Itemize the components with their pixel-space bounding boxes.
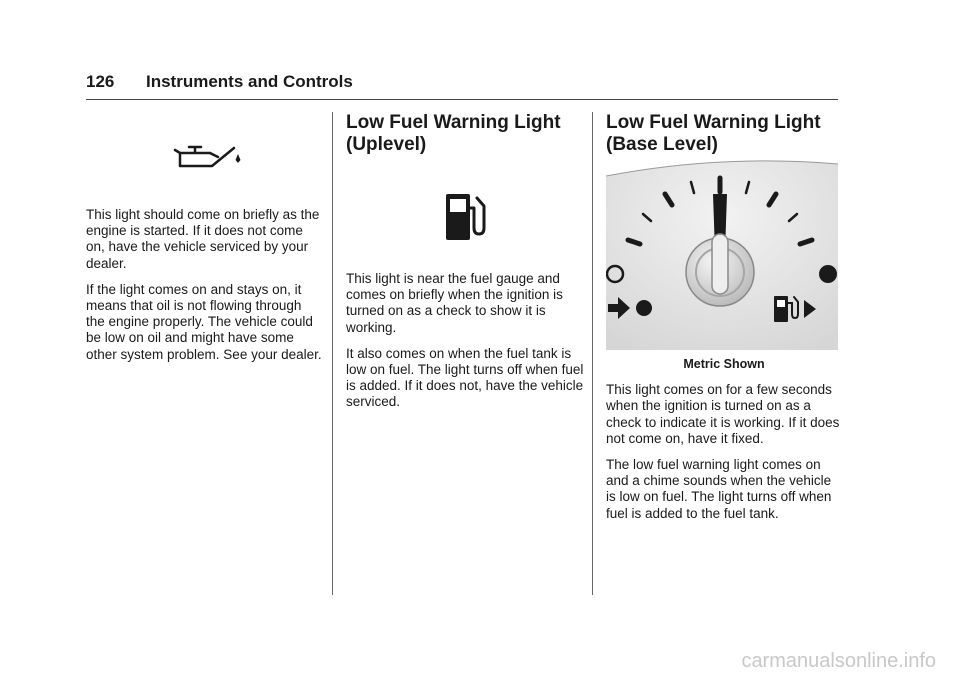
paragraph: This light is near the fuel gauge and comes on briefly when the ignition is turned on as a check to show it is working.: [346, 271, 563, 335]
section-title: Instruments and Controls: [146, 72, 353, 91]
column-divider: [332, 112, 333, 595]
paragraph: This light comes on for a few seconds when the ignition is turned on as a check to indicate it is working. If it does not come on, have it fixed.: [606, 382, 840, 446]
paragraph: If the light comes on and stays on, it means that oil is not flowing through the engine properly. The vehicle could be low on oil and might have some other system problem. See your dealer.: [86, 281, 322, 362]
page-number: 126: [86, 72, 115, 91]
paragraph: The low fuel warning light comes on and a chime sounds when the vehicle is low on fuel. The light turns off when fuel is added to the fuel tank.: [606, 457, 832, 521]
figure-caption: Metric Shown: [683, 357, 765, 371]
oil-icon-area: [86, 112, 322, 207]
column-base-level: [606, 112, 842, 532]
column-uplevel: [346, 112, 584, 421]
watermark: carmanualsonline.info: [741, 650, 936, 672]
section-heading: [346, 112, 584, 156]
heading-line: (Uplevel): [346, 134, 427, 155]
column-divider: [592, 112, 593, 595]
heading-line: (Base Level): [606, 134, 718, 155]
fuel-icon-area: [346, 156, 584, 271]
section-heading: [606, 112, 842, 156]
oil-pressure-icon: [172, 140, 242, 180]
heading-line: Low Fuel Warning Light: [606, 112, 821, 133]
paragraph: It also comes on when the fuel tank is low on fuel. The light turns off when fuel is added. If it does not, have the vehicle serviced.: [346, 345, 584, 410]
header-rule: [86, 99, 838, 100]
paragraph: This light should come on briefly as the engine is started. If it does not come on, have the vehicle serviced by your dealer.: [86, 207, 320, 271]
heading-line: Low Fuel Warning Light: [346, 112, 561, 133]
page-header: [86, 72, 353, 92]
fuel-gauge-illustration: [606, 160, 838, 350]
column-oil-light: [86, 112, 322, 373]
fuel-pump-icon: [444, 192, 490, 244]
